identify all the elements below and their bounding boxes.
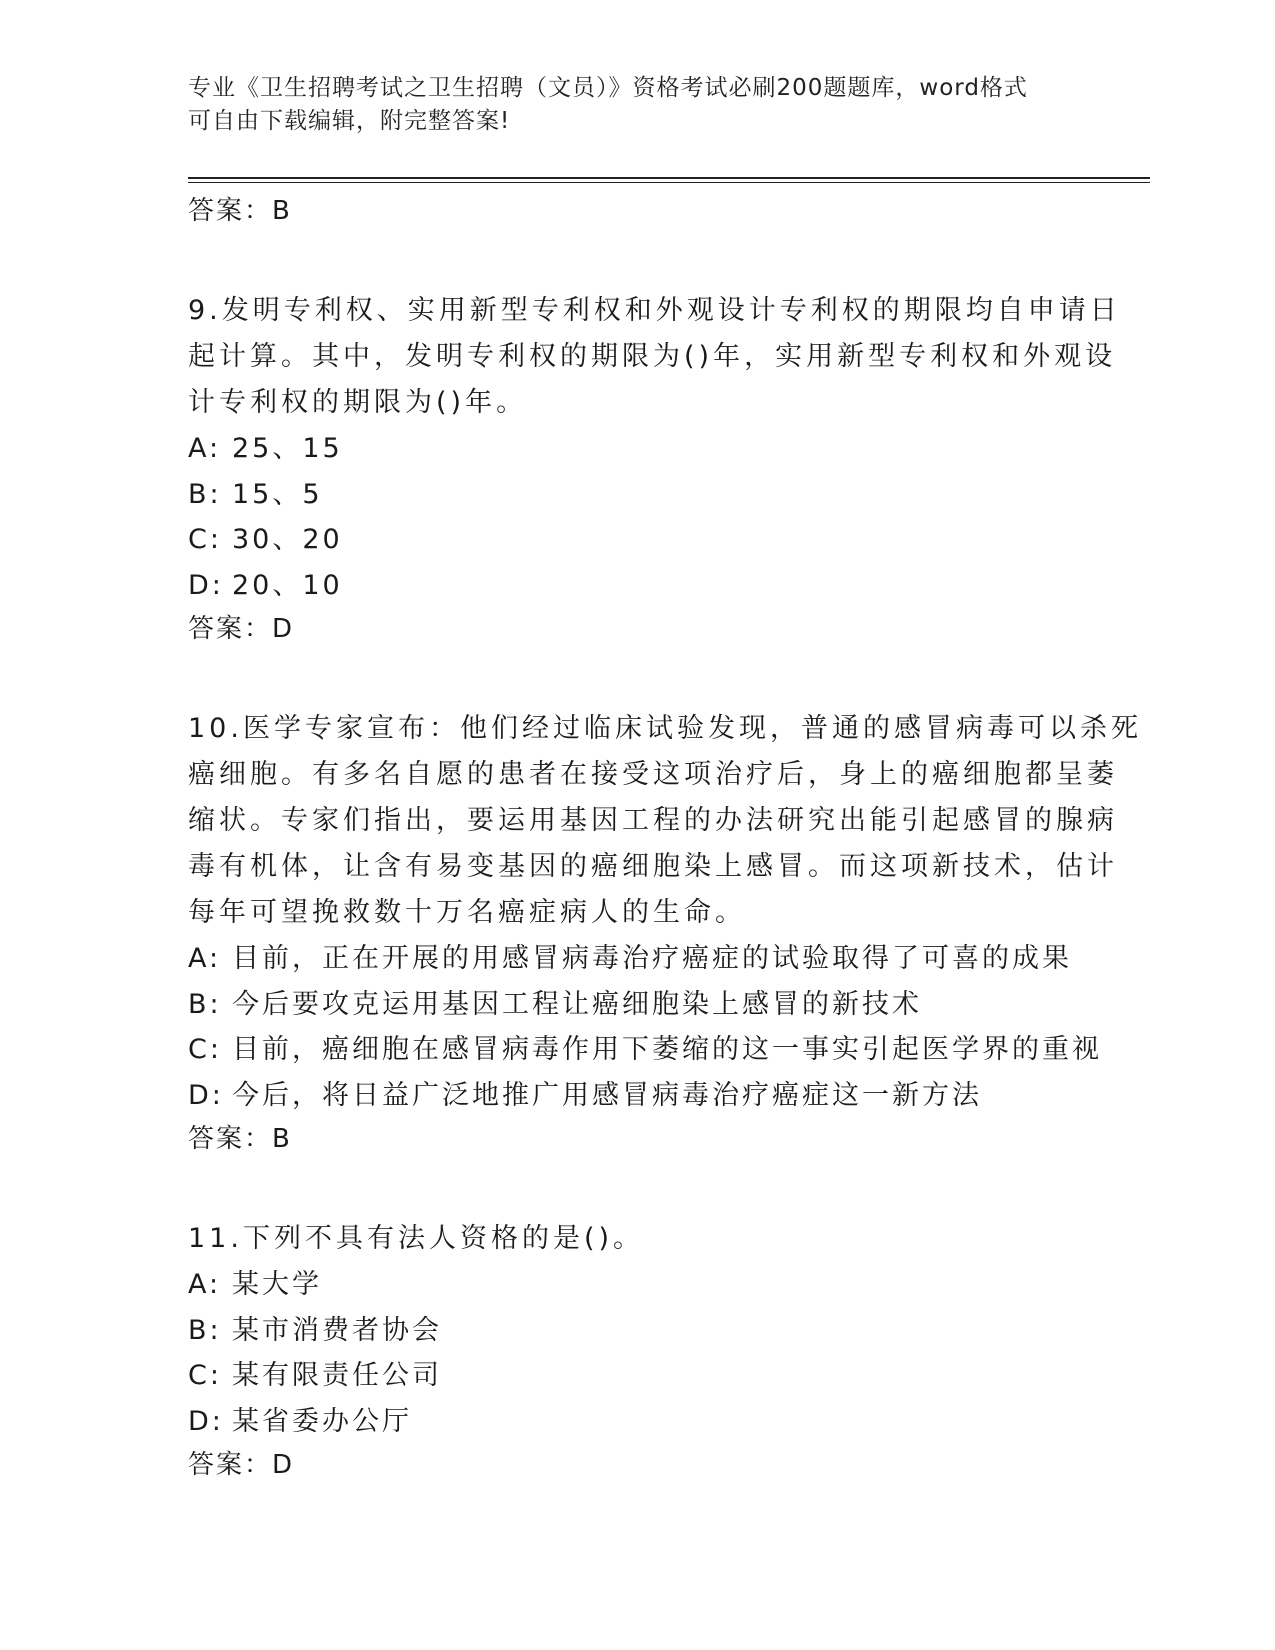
question-line: 起计算。其中，发明专利权的期限为()年，实用新型专利权和外观设 <box>188 341 1117 372</box>
option-key: C: <box>188 1034 222 1065</box>
question-text <box>188 706 1142 936</box>
question-answer: 答案：B <box>188 1124 292 1154</box>
document-body <box>188 190 1142 1486</box>
option-text: 某大学 <box>232 1269 322 1300</box>
question-line: 缩状。专家们指出，要运用基因工程的办法研究出能引起感冒的腺病 <box>188 805 1118 836</box>
option-text: 目前，癌细胞在感冒病毒作用下萎缩的这一事实引起医学界的重视 <box>232 1034 1102 1065</box>
option-text: 今后要攻克运用基因工程让癌细胞染上感冒的新技术 <box>232 988 922 1020</box>
header-title-line-1: 专业《卫生招聘考试之卫生招聘（文员）》资格考试必刷200题题库，word格式 <box>188 75 1028 101</box>
question-line: 10.医学专家宣布：他们经过临床试验发现，普通的感冒病毒可以杀死 <box>188 713 1142 744</box>
question-text <box>188 1216 1088 1262</box>
header-divider-thin <box>188 182 1150 183</box>
option-b <box>188 1308 1088 1354</box>
question-line: 11.下列不具有法人资格的是()。 <box>188 1223 645 1254</box>
option-key: D: <box>188 1405 224 1437</box>
option-b <box>188 982 1088 1028</box>
option-key: A: <box>188 1269 222 1300</box>
question-line: 每年可望挽救数十万名癌症病人的生命。 <box>188 897 746 928</box>
header-title-line-2: 可自由下载编辑，附完整答案! <box>188 108 511 134</box>
option-text: 25、15 <box>232 433 343 464</box>
question-line: 9.发明专利权、实用新型专利权和外观设计专利权的期限均自申请日 <box>188 295 1121 326</box>
option-key: A: <box>188 433 222 464</box>
option-c <box>188 1353 1088 1399</box>
option-a <box>188 1262 1088 1308</box>
option-text: 15、5 <box>232 478 323 510</box>
option-d <box>188 563 1088 609</box>
option-key: B: <box>188 478 222 510</box>
option-key: C: <box>188 1360 222 1391</box>
option-b <box>188 472 1088 518</box>
option-a <box>188 426 1088 472</box>
option-text: 20、10 <box>232 569 343 601</box>
document-header <box>188 72 1068 138</box>
question-line: 癌细胞。有多名自愿的患者在接受这项治疗后，身上的癌细胞都呈萎 <box>188 759 1118 790</box>
option-d <box>188 1073 1088 1119</box>
option-c <box>188 1027 1102 1073</box>
option-key: B: <box>188 988 222 1020</box>
previous-answer: 答案：B <box>188 196 292 226</box>
option-key: C: <box>188 524 222 555</box>
question-text <box>188 288 1121 426</box>
question-11 <box>188 1216 1088 1486</box>
option-text: 今后，将日益广泛地推广用感冒病毒治疗癌症这一新方法 <box>232 1079 982 1111</box>
question-answer: 答案：D <box>188 614 295 644</box>
option-key: B: <box>188 1314 222 1346</box>
option-a <box>188 936 1088 982</box>
option-text: 目前，正在开展的用感冒病毒治疗癌症的试验取得了可喜的成果 <box>232 943 1072 974</box>
option-d <box>188 1399 1088 1445</box>
header-divider-thick <box>188 177 1150 179</box>
option-key: D: <box>188 569 224 601</box>
option-key: D: <box>188 1079 224 1111</box>
question-10 <box>188 706 1142 1160</box>
option-text: 某市消费者协会 <box>232 1314 442 1346</box>
question-line: 毒有机体，让含有易变基因的癌细胞染上感冒。而这项新技术，估计 <box>188 851 1118 882</box>
option-key: A: <box>188 943 222 974</box>
option-c <box>188 517 1088 563</box>
option-text: 某有限责任公司 <box>232 1360 442 1391</box>
option-text: 某省委办公厅 <box>232 1405 412 1437</box>
question-9 <box>188 288 1121 650</box>
question-line: 计专利权的期限为()年。 <box>188 387 528 418</box>
option-text: 30、20 <box>232 524 343 555</box>
question-answer: 答案：D <box>188 1450 295 1480</box>
